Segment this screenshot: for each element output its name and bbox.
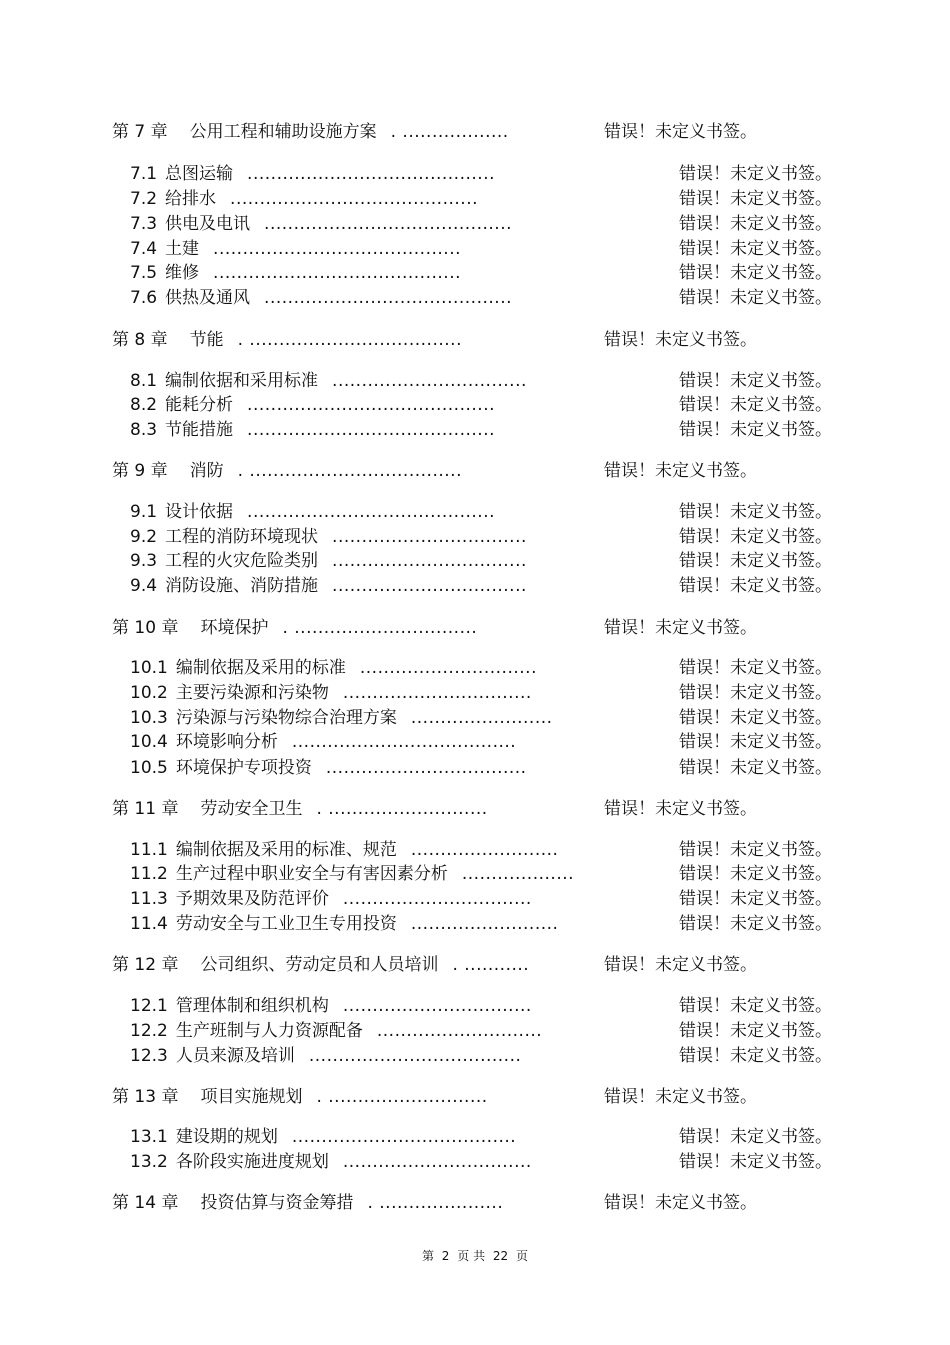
toc-entry-title: 维修 (165, 263, 200, 283)
toc-entry-number: 7.4 (130, 239, 158, 259)
toc-section-entry[interactable] (130, 369, 527, 393)
toc-dot-leader: ................................ (342, 889, 532, 909)
toc-chapter-entry[interactable] (112, 1085, 488, 1109)
toc-entry-number: 10.1 (130, 658, 168, 678)
toc-entry-number: 7.3 (130, 214, 158, 234)
toc-entry-number: 7.1 (130, 164, 158, 184)
toc-dot-leader: .......................................... (264, 214, 513, 234)
toc-section-entry[interactable] (130, 393, 495, 417)
toc-section-entry[interactable] (130, 261, 461, 285)
toc-chapter-entry[interactable] (112, 459, 462, 483)
toc-dot-leader: . .................................... (237, 461, 462, 481)
toc-dot-leader: ............................ (376, 1021, 543, 1041)
toc-entry-title: 编制依据及采用的标准 (175, 658, 346, 678)
toc-dot-leader: ......................... (410, 914, 559, 934)
toc-chapter-entry[interactable] (112, 616, 477, 640)
toc-dot-leader: .......................................... (230, 189, 479, 209)
toc-entry-number: 第 10 章 (112, 618, 179, 638)
toc-entry-number: 第 12 章 (112, 955, 179, 975)
toc-dot-leader: ................................. (332, 527, 527, 547)
toc-entry-number: 8.2 (130, 395, 158, 415)
toc-entry-number: 11.3 (130, 889, 168, 909)
toc-dot-leader: . .................. (390, 122, 509, 142)
toc-entry-title: 污染源与污染物综合治理方案 (175, 708, 397, 728)
toc-page-reference[interactable]: 错误！未定义书签。 (679, 840, 832, 860)
toc-section-entry[interactable] (130, 912, 558, 936)
toc-section-entry[interactable] (130, 994, 532, 1018)
toc-dot-leader: ................................. (332, 551, 527, 571)
toc-entry-title: 公用工程和辅助设施方案 (189, 122, 377, 142)
toc-section-entry[interactable] (130, 838, 558, 862)
toc-dot-leader: ................................. (332, 371, 527, 391)
toc-entry-title: 管理体制和组织机构 (175, 996, 329, 1016)
toc-dot-leader: .............................. (359, 658, 537, 678)
toc-page-reference[interactable]: 错误！未定义书签。 (679, 1046, 832, 1066)
toc-section-entry[interactable] (130, 212, 512, 236)
toc-entry-title: 供电及电讯 (165, 214, 251, 234)
toc-entry-number: 9.1 (130, 502, 158, 522)
toc-page-reference[interactable]: 错误！未定义书签。 (679, 189, 832, 209)
toc-dot-leader: ......................... (410, 840, 559, 860)
toc-entry-title: 消防设施、消防措施 (165, 576, 319, 596)
toc-entry-title: 主要污染源和污染物 (175, 683, 329, 703)
toc-entry-number: 第 11 章 (112, 799, 179, 819)
toc-page-reference[interactable]: 错误！未定义书签。 (604, 799, 757, 819)
toc-section-entry[interactable] (130, 286, 512, 310)
toc-entry-number: 10.4 (130, 732, 168, 752)
toc-dot-leader: .......................................... (213, 239, 462, 259)
toc-dot-leader: . ............................... (282, 618, 478, 638)
toc-chapter-entry[interactable] (112, 120, 509, 144)
toc-dot-leader: . ........................... (316, 799, 488, 819)
toc-entry-title: 生产班制与人力资源配备 (175, 1021, 363, 1041)
toc-entry-number: 9.2 (130, 527, 158, 547)
toc-page-reference[interactable]: 错误！未定义书签。 (679, 864, 832, 884)
toc-page-reference[interactable]: 错误！未定义书签。 (679, 683, 832, 703)
toc-dot-leader: .......................................... (247, 502, 496, 522)
toc-section-entry[interactable] (130, 656, 537, 680)
toc-dot-leader: . ........... (452, 955, 530, 975)
toc-entry-title: 环境影响分析 (175, 732, 278, 752)
toc-dot-leader: .......................................... (213, 263, 462, 283)
toc-chapter-entry[interactable] (112, 328, 462, 352)
toc-dot-leader: .................................... (308, 1046, 522, 1066)
toc-entry-title: 公司组织、劳动定员和人员培训 (200, 955, 439, 975)
toc-entry-number: 7.5 (130, 263, 158, 283)
toc-dot-leader: .......................................... (264, 288, 513, 308)
toc-section-entry[interactable] (130, 500, 495, 524)
toc-dot-leader: ...................................... (291, 732, 517, 752)
toc-entry-number: 11.1 (130, 840, 168, 860)
toc-page-reference[interactable]: 错误！未定义书签。 (679, 996, 832, 1016)
toc-entry-number: 8.3 (130, 420, 158, 440)
toc-section-entry[interactable] (130, 418, 495, 442)
toc-page-reference[interactable]: 错误！未定义书签。 (679, 1152, 832, 1172)
toc-entry-title: 建设期的规划 (175, 1127, 278, 1147)
toc-entry-title: 供热及通风 (165, 288, 251, 308)
toc-entry-title: 生产过程中职业安全与有害因素分析 (175, 864, 448, 884)
toc-page-reference[interactable]: 错误！未定义书签。 (679, 1127, 832, 1147)
toc-entry-title: 予期效果及防范评价 (175, 889, 329, 909)
toc-page-reference[interactable]: 错误！未定义书签。 (679, 288, 832, 308)
toc-entry-number: 第 8 章 (112, 330, 168, 350)
toc-page-reference[interactable]: 错误！未定义书签。 (679, 502, 832, 522)
toc-page-reference[interactable]: 错误！未定义书签。 (604, 461, 757, 481)
toc-section-entry[interactable] (130, 187, 478, 211)
toc-entry-title: 工程的火灾危险类别 (165, 551, 319, 571)
toc-dot-leader: ................... (461, 864, 575, 884)
toc-section-entry[interactable] (130, 574, 527, 598)
toc-dot-leader: ........................ (410, 708, 553, 728)
toc-page-reference[interactable]: 错误！未定义书签。 (604, 122, 757, 142)
toc-page-reference[interactable]: 错误！未定义书签。 (679, 371, 832, 391)
toc-page-reference[interactable]: 错误！未定义书签。 (679, 263, 832, 283)
toc-page-reference[interactable]: 错误！未定义书签。 (604, 330, 757, 350)
toc-entry-number: 13.2 (130, 1152, 168, 1172)
toc-entry-title: 环境保护 (200, 618, 269, 638)
toc-section-entry[interactable] (130, 549, 527, 573)
toc-page-reference[interactable]: 错误！未定义书签。 (604, 1193, 757, 1213)
toc-entry-number: 13.1 (130, 1127, 168, 1147)
toc-entry-title: 投资估算与资金筹措 (200, 1193, 354, 1213)
toc-page-reference[interactable]: 错误！未定义书签。 (679, 164, 832, 184)
toc-entry-title: 人员来源及培训 (175, 1046, 295, 1066)
toc-entry-number: 第 14 章 (112, 1193, 179, 1213)
toc-entry-title: 工程的消防环境现状 (165, 527, 319, 547)
toc-chapter-entry[interactable] (112, 797, 488, 821)
toc-dot-leader: ...................................... (291, 1127, 517, 1147)
toc-section-entry[interactable] (130, 756, 527, 780)
toc-section-entry[interactable] (130, 681, 532, 705)
toc-page-reference[interactable]: 错误！未定义书签。 (679, 527, 832, 547)
toc-dot-leader: . ........................... (316, 1087, 488, 1107)
toc-entry-title: 各阶段实施进度规划 (175, 1152, 329, 1172)
toc-dot-leader: .......................................... (247, 164, 496, 184)
toc-dot-leader: ................................. (332, 576, 527, 596)
toc-page-reference[interactable]: 错误！未定义书签。 (679, 420, 832, 440)
toc-dot-leader: ................................ (342, 996, 532, 1016)
toc-entry-number: 8.1 (130, 371, 158, 391)
toc-dot-leader: ................................ (342, 1152, 532, 1172)
toc-dot-leader: .................................. (325, 758, 527, 778)
toc-entry-number: 12.1 (130, 996, 168, 1016)
toc-entry-title: 编制依据及采用的标准、规范 (175, 840, 397, 860)
toc-entry-title: 劳动安全与工业卫生专用投资 (175, 914, 397, 934)
toc-entry-title: 劳动安全卫生 (200, 799, 303, 819)
toc-section-entry[interactable] (130, 1044, 521, 1068)
toc-page-reference[interactable]: 错误！未定义书签。 (679, 1021, 832, 1041)
toc-entry-number: 第 7 章 (112, 122, 168, 142)
toc-page-reference[interactable]: 错误！未定义书签。 (679, 889, 832, 909)
toc-page-reference[interactable]: 错误！未定义书签。 (679, 658, 832, 678)
toc-page-reference[interactable]: 错误！未定义书签。 (679, 551, 832, 571)
toc-entry-title: 总图运输 (165, 164, 234, 184)
toc-section-entry[interactable] (130, 525, 527, 549)
toc-entry-number: 11.4 (130, 914, 168, 934)
toc-entry-number: 10.3 (130, 708, 168, 728)
toc-entry-number: 7.6 (130, 288, 158, 308)
toc-page-reference[interactable]: 错误！未定义书签。 (679, 914, 832, 934)
toc-entry-number: 12.2 (130, 1021, 168, 1041)
toc-page-reference[interactable]: 错误！未定义书签。 (679, 576, 832, 596)
toc-entry-number: 10.2 (130, 683, 168, 703)
toc-page-reference[interactable]: 错误！未定义书签。 (604, 618, 757, 638)
toc-entry-number: 7.2 (130, 189, 158, 209)
toc-entry-number: 10.5 (130, 758, 168, 778)
toc-dot-leader: . .................................... (237, 330, 462, 350)
toc-dot-leader: ................................ (342, 683, 532, 703)
toc-page-reference[interactable]: 错误！未定义书签。 (679, 732, 832, 752)
toc-page-reference[interactable]: 错误！未定义书签。 (604, 1087, 757, 1107)
toc-chapter-entry[interactable] (112, 1191, 503, 1215)
footer-total-pages: 22 (492, 1249, 509, 1263)
toc-entry-title: 编制依据和采用标准 (165, 371, 319, 391)
toc-entry-title: 消防 (189, 461, 224, 481)
toc-section-entry[interactable] (130, 730, 516, 754)
footer-suffix: 页 (516, 1249, 529, 1263)
footer-middle: 页 共 (457, 1249, 486, 1263)
toc-section-entry[interactable] (130, 862, 574, 886)
toc-entry-title: 项目实施规划 (200, 1087, 303, 1107)
toc-chapter-entry[interactable] (112, 953, 529, 977)
toc-section-entry[interactable] (130, 1019, 542, 1043)
toc-entry-title: 土建 (165, 239, 200, 259)
toc-section-entry[interactable] (130, 1125, 516, 1149)
page-footer (0, 1248, 950, 1264)
toc-section-entry[interactable] (130, 887, 532, 911)
toc-entry-title: 能耗分析 (165, 395, 234, 415)
toc-page-reference[interactable]: 错误！未定义书签。 (679, 239, 832, 259)
toc-entry-number: 第 9 章 (112, 461, 168, 481)
footer-prefix: 第 (421, 1249, 434, 1263)
toc-section-entry[interactable] (130, 162, 495, 186)
toc-entry-number: 9.4 (130, 576, 158, 596)
toc-dot-leader: .......................................... (247, 420, 496, 440)
toc-entry-number: 9.3 (130, 551, 158, 571)
toc-page-reference[interactable]: 错误！未定义书签。 (679, 708, 832, 728)
footer-page-number: 2 (441, 1249, 450, 1263)
toc-section-entry[interactable] (130, 237, 461, 261)
toc-entry-title: 节能措施 (165, 420, 234, 440)
toc-page-reference[interactable]: 错误！未定义书签。 (679, 758, 832, 778)
toc-dot-leader: . ..................... (367, 1193, 504, 1213)
toc-page-reference[interactable]: 错误！未定义书签。 (679, 214, 832, 234)
toc-entry-number: 11.2 (130, 864, 168, 884)
toc-page-reference[interactable]: 错误！未定义书签。 (604, 955, 757, 975)
toc-entry-title: 节能 (189, 330, 224, 350)
toc-entry-title: 环境保护专项投资 (175, 758, 312, 778)
toc-entry-number: 12.3 (130, 1046, 168, 1066)
toc-dot-leader: .......................................... (247, 395, 496, 415)
toc-entry-title: 设计依据 (165, 502, 234, 522)
toc-section-entry[interactable] (130, 706, 553, 730)
toc-entry-title: 给排水 (165, 189, 217, 209)
toc-section-entry[interactable] (130, 1150, 532, 1174)
toc-page-reference[interactable]: 错误！未定义书签。 (679, 395, 832, 415)
toc-entry-number: 第 13 章 (112, 1087, 179, 1107)
